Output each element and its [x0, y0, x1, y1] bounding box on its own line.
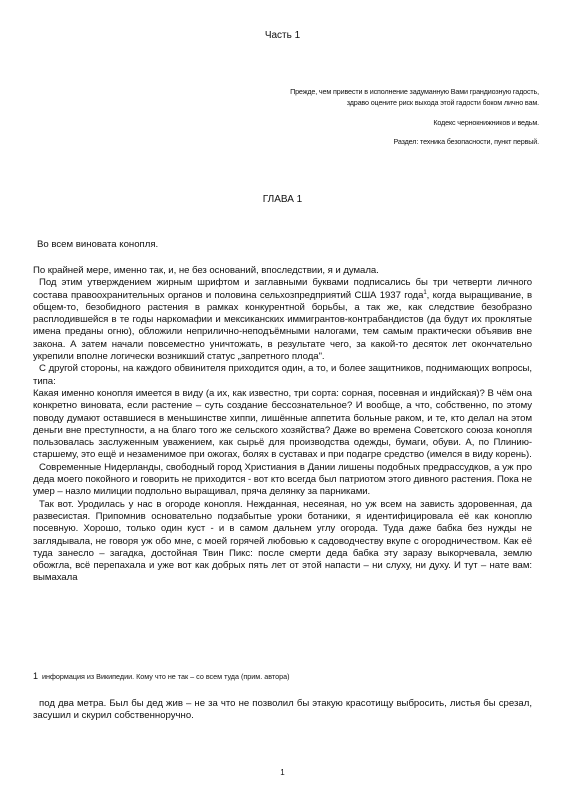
paragraph-3: С другой стороны, на каждого обвинителя приходится один, а то, и более защитников, поднимающих вопросы, типа:	[33, 363, 532, 387]
epigraph-line-1: Прежде, чем привести в исполнение задуманную Вами грандиозную гадость,	[290, 87, 539, 96]
part-title: Часть 1	[264, 30, 301, 41]
epigraph-line-2: здраво оцените риск выхода этой гадости боком лично вам.	[346, 98, 539, 107]
continuation-paragraph: под два метра. Был бы дед жив – не за что не позволил бы этакую красотищу выбросить, листья бы срезал, засушил и скурил собственноручно.	[33, 698, 532, 722]
lead-sentence: Во всем виновата конопля.	[37, 239, 159, 250]
paragraph-5: Современные Нидерланды, свободный город Христиания в Дании лишены подобных предрассудков, а уж про деда моего покойного и говорить не приходится - вот кто всегда был патриотом этого дивного растения. Пока не умер – назло милиции подпольно выращивал, пряча делянку за парниками.	[33, 461, 532, 498]
epigraph-source: Кодекс чернокнижников и ведьм.	[433, 118, 539, 127]
body-text	[33, 265, 532, 585]
paragraph-1: По крайней мере, именно так, и, не без оснований, впоследствии, я и думала.	[33, 265, 379, 276]
paragraph-4: Какая именно конопля имеется в виду (а их, как известно, три сорта: сорная, посевная и индийская)? В чём она конкретно виновата, если растение – суть создание бессознательное? И вообще, а что, собственно, по этому поводу думают оставшиеся в меньшинстве хиппи, лишённые аппетита больные раком, и те, кто делал на этом деньги вне преступности, а на благо того же сельского хозяйства? Даже во времена Советского союза конопля пользовалась заслуженным уважением, как сырьё для производства одежды, бумаги, обуви. А, по Плинию-старшему, это ещё и незаменимое при ожогах, болях в суставах и при подагре средство (имелся в виду корень).	[33, 387, 532, 461]
footnote-text: информация из Википедии. Кому что не так – со всем туда (прим. автора)	[42, 672, 290, 681]
paragraph-2-start: Под этим утверждением жирным шрифтом и заглавными буквами подписались бы три четверти личного состава правоохранительных органов и половина сельхозпредприятий США 1937 года	[33, 277, 532, 301]
page-number: 1	[280, 768, 285, 777]
paragraph-2-end: , когда выращивание, в общем-то, безобидного растения в рамках конкурентной борьбы, а так же, как следствие безобразно расплодившейся в те годы наркомафии и мексиканских иммигрантов-контрабандистов (да будут их проклятые имена преданы огню), обложили неприлично-неподъёмными налогами, тем самым практически объявив вне закона. А затем начали повсеместно уничтожать, в результате чего, за какой-то десяток лет окончательно укрепили вполне логически возникший статус „запретного плода".	[33, 289, 532, 363]
footnote	[33, 671, 290, 681]
footnote-marker: 1	[33, 671, 39, 681]
continuation-text	[33, 698, 532, 723]
paragraph-6: Так вот. Уродилась у нас в огороде конопля. Нежданная, несеяная, но уж всем на зависть здоровенная, да развесистая. Припомнив основательно подзабытые уроки ботаники, я идентифицировала её как коноплю посевную. Хорошо, только один куст - и в самом дальнем углу огорода. Туда даже бабка без нужды не заглядывала, не говоря уж обо мне, с моей горячей любовью к садоводчеству вкупе с огородничеством. Как её туда занесло – загадка, достойная Твин Пикс: после смерти деда бабка эту заразу выкорчевала, землю обожгла, всё перепахала и уже вот как добрых пять лет от этой напасти – ни слуху, ни духу. И тут – нате вам: вымахала	[33, 498, 532, 584]
epigraph	[199, 86, 539, 147]
epigraph-section: Раздел: техника безопасности, пункт первый.	[393, 137, 539, 146]
chapter-title: ГЛАВА 1	[262, 194, 303, 205]
footnote-ref: 1	[423, 289, 427, 296]
paragraph-2	[33, 277, 532, 363]
